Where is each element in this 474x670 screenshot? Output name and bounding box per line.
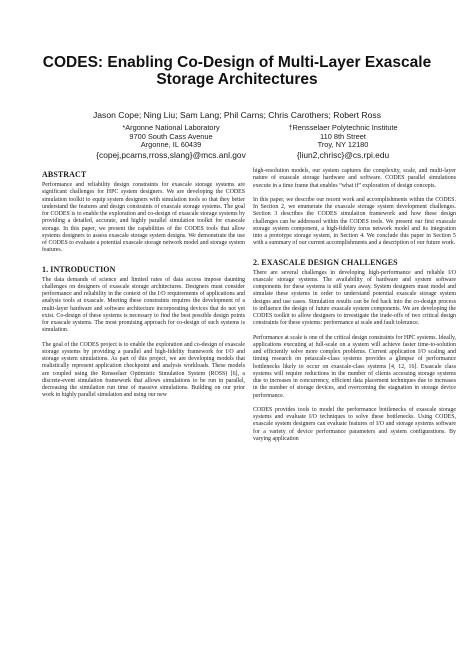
affiliation-line: Troy, NY 12180 (317, 140, 369, 150)
introduction-heading: 1. INTRODUCTION (42, 264, 116, 274)
paper-title (40, 54, 434, 88)
title-line-2: Storage Architectures (156, 71, 318, 88)
body-paragraph: high-resolution models, our system captures the complexity, scale, and multi-layer nature of exascale storage hardware and software. CODES parallel simulations execute in a time frame that enables “what if” exploration of design concepts. (253, 168, 456, 189)
body-paragraph: The data demands of science and limited rates of data access impose daunting challenges on designers of exascale storage architectures. Designers must consider performance and reliability in the context of the I/O requirements of applications and analysis tools at exascale. Meeting these constraints requires the development of a multi-layer hardware and software architecture incorporating devices that do not yet exist. Co-design of these systems is necessary to find the best possible design points for exascale systems. The most promising approach for co-design of such systems is simulation. (42, 276, 245, 334)
affiliation-line: 110 8th Street (320, 131, 366, 141)
affiliation-line: †Rensselaer Polytechnic Institute (288, 123, 398, 132)
body-paragraph: In this paper, we describe our recent work and accomplishments within the CODES. In Section 2, we enumerate the exascale storage system development challenges. Section 3 describes the CODES simulation framework and how these design challenges can be addressed within the CODES tools. We present our first exascale storage system component, a high-fidelity torus network model and its integration into a prototype storage system, in Section 4. We conclude this paper in Section 5 with a summary of our current accomplishments and a description of our future work. (253, 196, 456, 247)
author-list: Jason Cope; Ning Liu; Sam Lang; Phil Carns; Chris Carothers; Robert Ross (92, 110, 382, 120)
body-paragraph: CODES provides tools to model the performance bottlenecks of exascale storage systems and evaluate I/O techniques to solve these bottlenecks. Using CODES, exascale system designers can evaluate features of I/O and storage systems software for a variety of device performance parameters and system configurations. By varying application (253, 406, 456, 442)
challenges-heading: 2. EXASCALE DESIGN CHALLENGES (253, 257, 398, 267)
affiliation-email: {copej,pcarns,rross,slang}@mcs.anl.gov (96, 149, 246, 160)
body-paragraph: The goal of the CODES project is to enable the exploration and co-design of exascale storage systems by providing a parallel and high-fidelity framework for I/O and storage system simulations. As part of this project, we are developing models that realistically represent application checkpoint and analysis workloads. These models are coupled using the Rensselaer Optimistic Simulation System (ROSS) [6], a discrete-event simulation framework that allows simulations to be run in parallel, decreasing the simulation run time of massive simulations. Building on our prior work in highly parallel simulation and using our new (42, 341, 245, 399)
abstract-text: Performance and reliability design constraints for exascale storage systems are significant challenges for HPC system designers. We are developing the CODES simulation toolkit to equip system designers with simulation tools so that they better understand the features and design constraints of exascale storage systems. The goal for CODES is to enable the exploration and co-design of exascale storage systems by providing a detailed, accurate, and highly parallel simulation toolkit for exascale storage. In this paper, we present the capabilities of the CODES tools that allow systems designers to assess exascale storage system designs. We demonstrate the use of CODES to evaluate a potential exascale storage network model and storage system features. (42, 182, 245, 254)
affiliation-line: 9700 South Cass Avenue (129, 131, 213, 141)
affiliation-email: {liun2,chrisc}@cs.rpi.edu (296, 149, 390, 160)
affiliation-line: *Argonne National Laboratory (122, 123, 220, 132)
left-column (42, 170, 245, 400)
body-paragraph: There are several challenges in developing high-performance and reliable I/O exascale storage systems. The availability of hardware and system software components for these systems is still years away. System designers must model and simulate these systems in order to understand potential exascale storage system designs and use cases. Simulation results can be fed back into the co-design process to influence the design of future exascale system components. We are developing the CODES toolkit to allow designers to investigate the trade-offs of two critical design constraints for these systems: performance at scale and fault tolerance. (253, 269, 456, 327)
title-line-1: CODES: Enabling Co-Design of Multi-Layer Exascale (42, 54, 432, 71)
affiliation-line: Argonne, IL 60439 (140, 140, 202, 150)
right-column (253, 168, 456, 443)
affiliation-rensselaer (258, 124, 428, 160)
body-paragraph: Performance at scale is one of the critical design constraints for HPC systems. Ideally, applications executing at full-scale on a system will achieve faster time-to-solution and efficiently solve more complex problems. Current application I/O scaling and timing research on petascale-class systems provides a glimpse of performance bottlenecks likely to occur on exascale-class systems [4, 12, 16]. Exascale class systems will require reductions in the number of clients accessing storage systems due to increases in concurrency, efficient data placement techniques due to increases in the number of storage devices, and overcoming the stagnation in storage device performance. (253, 334, 456, 399)
affiliation-argonne (86, 124, 256, 160)
abstract-heading: ABSTRACT (42, 170, 87, 179)
